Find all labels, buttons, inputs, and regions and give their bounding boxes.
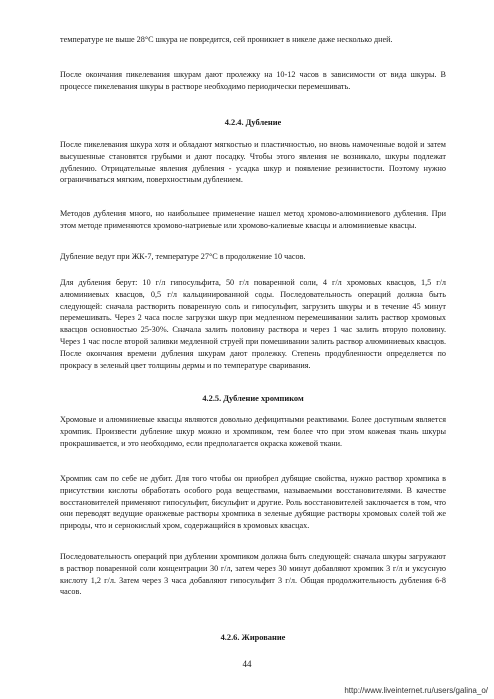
paragraph-dublenie-intro: После пикелевания шкура хотя и обладают мягкостью и пластичностью, но вновь намоченные водой и затем высушенные становятся грубыми и дают посадку. Чтобы этого явления не возникало, шкуры подлежат дублению. Отрицательные явления дубления - усадка шкур и появление резинистости. Поэтому нужно ограничиваться мягким, поверхностным дублением. bbox=[60, 140, 446, 185]
page-number: 44 bbox=[242, 659, 252, 669]
paragraph-khrompik-intro: Хромовые и алюминиевые квасцы являются довольно дефицитными реактивами. Более доступным является хромпик. Произвести дубление шкур можно и хромпиком, тем более что при этом кожевая ткань шкуры прокрашивается, и это необходимо, если предполагается окраска кожевой ткани. bbox=[60, 415, 446, 448]
paragraph-recipe: Для дубления берут: 10 г/л гипосульфита, 50 г/л поваренной соли, 4 г/л хромовых квасцов, 1,5 г/л алюминиевых квасцов, 0,5 г/л кальцинированной соды. Последовательность операций должна быть следующей: сначала растворить поваренную соль и гипосульфит, загрузить шкуры и в течение 45 минут перемешивать. Через 2 часа после загрузки шкур при медленном перемешивании залить раствор хромовых квасцов основностью 25-30%. Сначала залить половину раствора и через 1 час залить вторую половину. Через 1 час после второй заливки медленной струей при помешивании залить раствор алюминиевых квасцов. После окончания времени дубления шкурам дают пролежку. Степень продубленности определяется по прокрасу в зеленый цвет толщины дермы и по температуре сваривания. bbox=[60, 278, 446, 370]
heading-dublenie-khrompikom: 4.2.5. Дубление хромпиком bbox=[202, 394, 304, 403]
paragraph-temperature: температуре не выше 28°С шкура не повредится, сей проникнет в никеле даже несколько дней. bbox=[60, 35, 393, 44]
paragraph-pikel-rest: После окончания пикелевания шкурам дают пролежку на 10-12 часов в зависимости от вида шкуры. В процессе пикелевания шкуры в растворе необходимо периодически перемешивать. bbox=[60, 70, 446, 91]
heading-dublenie: 4.2.4. Дубление bbox=[224, 118, 282, 127]
paragraph-khrompik-sequence: Последовательность операций при дублении хромпиком должна быть следующей: сначала шкуры загружают в раствор поваренной соли концентрации 30 г/л, затем через 30 минут добавляют хромпик 3 г/л и уксусную кислоту 1,2 г/л. Затем через 3 часа добавляют гипосульфит 3 г/л. Общая продолжительность дубления 6-8 часов. bbox=[60, 552, 446, 597]
paragraph-conditions: Дубление ведут при ЖК-7, температуре 27°С в продолжение 10 часов. bbox=[60, 252, 306, 261]
heading-zhirovanie: 4.2.6. Жирование bbox=[220, 633, 286, 642]
paragraph-khrompik-reducers: Хромпик сам по себе не дубит. Для того чтобы он приобрел дубящие свойства, нужно раствор хромпика в присутствии кислоты обработать особого рода веществами, называемыми восстановителями. В качестве восстановителей применяют гипосульфит, бисульфит и другие. Роль восстановителей заключается в том, что они переводят ведущие оранжевые растворы хромпика в зеленые дубящие растворы хромовых солей той же природы, что и сернокислый хром, содержащийся в хромовых квасцах. bbox=[60, 474, 446, 531]
paragraph-methods: Методов дубления много, но наибольшее применение нашел метод хромово-алюминиевого дубления. При этом методе применяются хромово-натриевые или хромово-калиевые квасцы и алюминиевые квасцы. bbox=[60, 209, 446, 230]
watermark-url: http://www.liveinternet.ru/users/galina_o/ bbox=[344, 686, 488, 695]
